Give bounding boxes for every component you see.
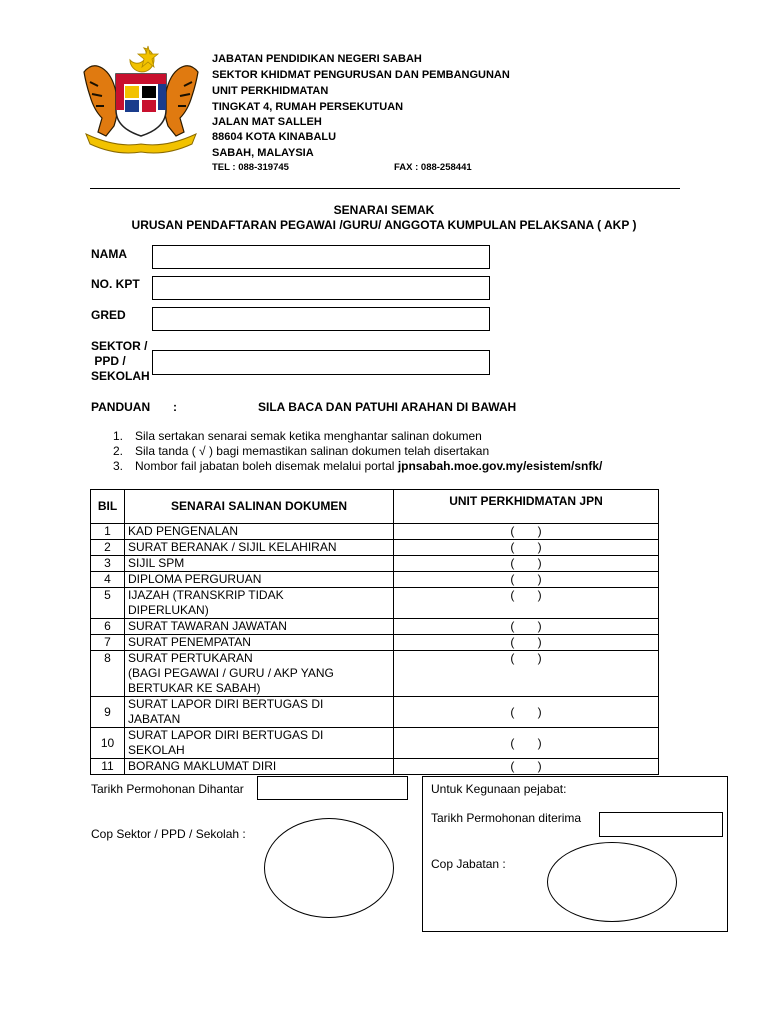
document-line: SURAT PENEMPATAN bbox=[128, 635, 251, 649]
cop-sektor-label: Cop Sektor / PPD / Sekolah : bbox=[91, 827, 246, 841]
row-number: 7 bbox=[91, 635, 125, 651]
check-mark-placeholder: ( ) bbox=[510, 759, 542, 773]
check-cell[interactable] bbox=[394, 540, 659, 556]
document-line: KAD PENGENALAN bbox=[128, 524, 239, 538]
check-mark-placeholder: ( ) bbox=[510, 524, 542, 538]
table-row bbox=[91, 572, 659, 588]
letterhead-line-6: 88604 KOTA KINABALU bbox=[212, 131, 337, 143]
document-name bbox=[125, 572, 394, 588]
header-divider bbox=[90, 188, 680, 189]
table-row bbox=[91, 697, 659, 728]
document-line: SIJIL SPM bbox=[128, 556, 185, 570]
document-name bbox=[125, 759, 394, 775]
document-name bbox=[125, 540, 394, 556]
table-row bbox=[91, 588, 659, 619]
letterhead-line-2: SEKTOR KHIDMAT PENGURUSAN DAN PEMBANGUNAN bbox=[212, 69, 510, 81]
table-row bbox=[91, 619, 659, 635]
table-row bbox=[91, 651, 659, 697]
header-senarai: SENARAI SALINAN DOKUMEN bbox=[125, 490, 394, 524]
check-cell[interactable] bbox=[394, 588, 659, 619]
check-cell[interactable] bbox=[394, 524, 659, 540]
table-row bbox=[91, 540, 659, 556]
no-kpt-field[interactable] bbox=[152, 276, 490, 300]
document-line: SURAT PERTUKARAN bbox=[128, 651, 253, 665]
no-kpt-label: NO. KPT bbox=[91, 277, 140, 291]
check-cell[interactable] bbox=[394, 697, 659, 728]
check-cell[interactable] bbox=[394, 759, 659, 775]
check-cell[interactable] bbox=[394, 635, 659, 651]
table-row bbox=[91, 635, 659, 651]
instruction-number: 3. bbox=[113, 459, 124, 473]
document-line: SURAT LAPOR DIRI BERTUGAS DI bbox=[128, 697, 324, 711]
sektor-label-line-1: SEKTOR / bbox=[91, 339, 148, 353]
check-cell[interactable] bbox=[394, 651, 659, 697]
row-number: 8 bbox=[91, 651, 125, 697]
sektor-label-line-3: SEKOLAH bbox=[91, 369, 150, 383]
row-number: 5 bbox=[91, 588, 125, 619]
sektor-label bbox=[91, 339, 150, 384]
tarikh-diterima-field[interactable] bbox=[599, 812, 723, 837]
panduan-text: SILA BACA DAN PATUHI ARAHAN DI BAWAH bbox=[258, 400, 517, 414]
portal-link[interactable]: jpnsabah.moe.gov.my/esistem/snfk/ bbox=[397, 459, 603, 473]
cop-jabatan-label: Cop Jabatan : bbox=[431, 857, 506, 871]
document-line: SEKOLAH bbox=[128, 743, 185, 757]
form-title: SENARAI SEMAK bbox=[333, 203, 435, 217]
tarikh-diterima-label: Tarikh Permohonan diterima bbox=[431, 811, 582, 825]
nama-label: NAMA bbox=[91, 247, 127, 261]
table-row bbox=[91, 524, 659, 540]
coat-of-arms-icon bbox=[78, 42, 204, 154]
row-number: 11 bbox=[91, 759, 125, 775]
panduan-colon: : bbox=[173, 400, 177, 414]
nama-field[interactable] bbox=[152, 245, 490, 269]
table-row bbox=[91, 556, 659, 572]
letterhead-line-3: UNIT PERKHIDMATAN bbox=[212, 85, 329, 97]
document-line: BERTUKAR KE SABAH) bbox=[128, 681, 261, 695]
check-cell[interactable] bbox=[394, 728, 659, 759]
document-line: SURAT LAPOR DIRI BERTUGAS DI bbox=[128, 728, 324, 742]
tarikh-dihantar-label: Tarikh Permohonan Dihantar bbox=[91, 782, 244, 796]
document-line: JABATAN bbox=[128, 712, 181, 726]
instruction-text: Sila sertakan senarai semak ketika menghantar salinan dokumen bbox=[135, 429, 482, 443]
letterhead-line-1: JABATAN PENDIDIKAN NEGERI SABAH bbox=[212, 53, 422, 65]
check-mark-placeholder: ( ) bbox=[510, 588, 542, 602]
row-number: 2 bbox=[91, 540, 125, 556]
form-subtitle: URUSAN PENDAFTARAN PEGAWAI /GURU/ ANGGOTA KUMPULAN PELAKSANA ( AKP ) bbox=[131, 218, 637, 232]
instruction-item bbox=[113, 444, 489, 458]
check-mark-placeholder: ( ) bbox=[510, 635, 542, 649]
document-line: DIPLOMA PERGURUAN bbox=[128, 572, 262, 586]
document-name bbox=[125, 588, 394, 619]
instruction-number: 2. bbox=[113, 444, 124, 458]
row-number: 6 bbox=[91, 619, 125, 635]
document-name bbox=[125, 697, 394, 728]
letterhead-fax: FAX : 088-258441 bbox=[394, 162, 472, 173]
check-mark-placeholder: ( ) bbox=[510, 651, 542, 665]
sektor-ppd-sekolah-field[interactable] bbox=[152, 350, 490, 375]
panduan-label: PANDUAN bbox=[91, 400, 151, 414]
tarikh-dihantar-field[interactable] bbox=[257, 776, 408, 800]
check-cell[interactable] bbox=[394, 619, 659, 635]
row-number: 9 bbox=[91, 697, 125, 728]
document-name bbox=[125, 728, 394, 759]
check-mark-placeholder: ( ) bbox=[510, 540, 542, 554]
check-mark-placeholder: ( ) bbox=[510, 619, 542, 633]
document-line: BORANG MAKLUMAT DIRI bbox=[128, 759, 277, 773]
instruction-item bbox=[113, 429, 482, 443]
instruction-item bbox=[113, 459, 602, 473]
check-cell[interactable] bbox=[394, 572, 659, 588]
letterhead-tel: TEL : 088-319745 bbox=[212, 162, 289, 173]
document-name bbox=[125, 524, 394, 540]
gred-field[interactable] bbox=[152, 307, 490, 331]
table-header-row bbox=[91, 490, 659, 524]
table-row bbox=[91, 759, 659, 775]
document-checklist-table bbox=[90, 489, 659, 775]
table-row bbox=[91, 728, 659, 759]
letterhead-line-5: JALAN MAT SALLEH bbox=[212, 116, 322, 128]
document-line: (BAGI PEGAWAI / GURU / AKP YANG bbox=[128, 666, 334, 680]
row-number: 3 bbox=[91, 556, 125, 572]
cop-jabatan-stamp-area[interactable] bbox=[547, 842, 677, 922]
document-name bbox=[125, 635, 394, 651]
sektor-label-line-2: PPD / bbox=[91, 354, 126, 368]
row-number: 1 bbox=[91, 524, 125, 540]
document-name bbox=[125, 556, 394, 572]
check-mark-placeholder: ( ) bbox=[510, 556, 542, 570]
document-line: DIPERLUKAN) bbox=[128, 603, 209, 617]
gred-label: GRED bbox=[91, 308, 126, 322]
check-mark-placeholder: ( ) bbox=[510, 704, 542, 719]
instruction-number: 1. bbox=[113, 429, 124, 443]
office-use-label: Untuk Kegunaan pejabat: bbox=[431, 782, 567, 796]
check-cell[interactable] bbox=[394, 556, 659, 572]
check-mark-placeholder: ( ) bbox=[510, 735, 542, 750]
header-bil: BIL bbox=[91, 490, 125, 524]
header-unit: UNIT PERKHIDMATAN JPN bbox=[394, 490, 659, 524]
document-line: SURAT BERANAK / SIJIL KELAHIRAN bbox=[128, 540, 337, 554]
document-line: IJAZAH (TRANSKRIP TIDAK bbox=[128, 588, 284, 602]
check-mark-placeholder: ( ) bbox=[510, 572, 542, 586]
document-name bbox=[125, 651, 394, 697]
letterhead-line-4: TINGKAT 4, RUMAH PERSEKUTUAN bbox=[212, 101, 404, 113]
letterhead-line-7: SABAH, MALAYSIA bbox=[212, 147, 314, 159]
instruction-text: Nombor fail jabatan boleh disemak melalui portal bbox=[135, 459, 398, 473]
document-line: SURAT TAWARAN JAWATAN bbox=[128, 619, 287, 633]
row-number: 10 bbox=[91, 728, 125, 759]
document-name bbox=[125, 619, 394, 635]
instruction-text: Sila tanda ( √ ) bagi memastikan salinan dokumen telah disertakan bbox=[135, 444, 490, 458]
cop-sektor-stamp-area[interactable] bbox=[264, 818, 394, 918]
row-number: 4 bbox=[91, 572, 125, 588]
